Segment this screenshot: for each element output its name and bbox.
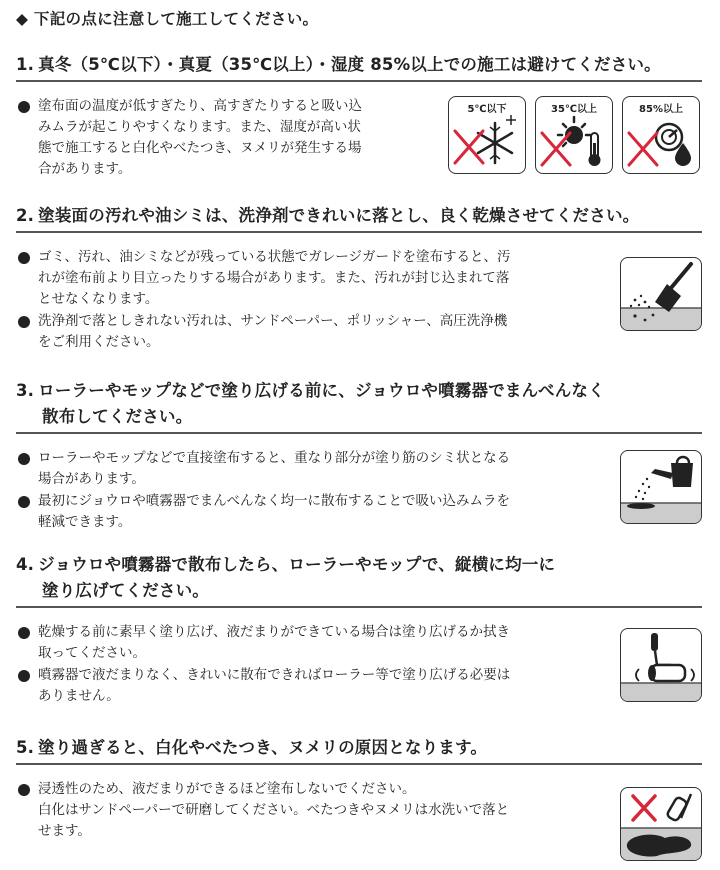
roller-icon xyxy=(620,628,702,702)
section-1-title: 1. 真冬（5℃以下）・真夏（35℃以上）・湿度 85%以上での施工は避けてください。 xyxy=(16,52,702,82)
section-2-title: 2. 塗装面の汚れや油シミは、洗浄剤できれいに落とし、良く乾燥させてください。 xyxy=(16,203,702,233)
section-1 xyxy=(16,52,702,196)
section-4-bullet-2: 噴霧器で液だまりなく、きれいに散布できればローラー等で塗り広げる必要は ありません。 xyxy=(16,665,608,707)
section-2-bullet-1: ゴミ、汚れ、油シミなどが残っている状態でガレージガードを塗布すると、汚 れが塗布前より目立ったりする場合があります。また、汚れが封じ込まれて落 とせなくなります。 xyxy=(16,247,608,310)
humidity-icon xyxy=(623,113,699,171)
section-3-bullet-2: 最初にジョウロや噴霧器でまんべんなく均一に散布することで吸い込みムラを 軽減できます。 xyxy=(16,491,608,533)
watering-can-icon xyxy=(620,450,702,524)
high-temp-box: 35℃以上 xyxy=(535,96,613,174)
broom-icon xyxy=(620,257,702,331)
section-5-bullet-1: 浸透性のため、液だまりができるほど塗布しないでください。 白化はサンドペーパーで研磨してください。べたつきやヌメリは水洗いで落と せます。 xyxy=(16,779,608,842)
sun-thermometer-icon xyxy=(536,113,612,171)
section-3-bullet-1: ローラーやモップなどで直接塗布すると、重なり部分が塗り筋のシミ状となる 場合があります。 xyxy=(16,448,608,490)
section-4 xyxy=(16,552,702,708)
section-5 xyxy=(16,735,702,843)
low-temp-box: 5℃以下 xyxy=(448,96,526,174)
puddle-roller-icon xyxy=(620,787,702,861)
section-1-bullet-1: 塗布面の温度が低すぎたり、高すぎたりすると吸い込 みムラが起こりやすくなります。また、湿度が高い状 態で施工すると白化やべたつき、ヌメリが発生する場 合があります。 xyxy=(16,96,438,180)
section-4-title: 4. ジョウロや噴霧器で散布したら、ローラーやモップで、縦横に均一に 塗り広げてください。 xyxy=(16,552,702,608)
section-2 xyxy=(16,203,702,354)
intro-heading: ◆ 下記の点に注意して施工してください。 xyxy=(16,10,319,28)
section-4-bullet-1: 乾燥する前に素早く塗り広げ、液だまりができている場合は塗り広げるか拭き 取ってください。 xyxy=(16,622,608,664)
section-5-title: 5. 塗り過ぎると、白化やべたつき、ヌメリの原因となります。 xyxy=(16,735,702,765)
section-3-title: 3. ローラーやモップなどで塗り広げる前に、ジョウロや噴霧器でまんべんなく 散布してください。 xyxy=(16,378,702,434)
snowflake-icon xyxy=(449,113,525,171)
humidity-box: 85%以上 xyxy=(622,96,700,174)
condition-icons xyxy=(448,96,700,174)
section-3 xyxy=(16,378,702,534)
section-2-bullet-2: 洗浄剤で落としきれない汚れは、サンドペーパー、ポリッシャー、高圧洗浄機 をご利用ください。 xyxy=(16,311,608,353)
